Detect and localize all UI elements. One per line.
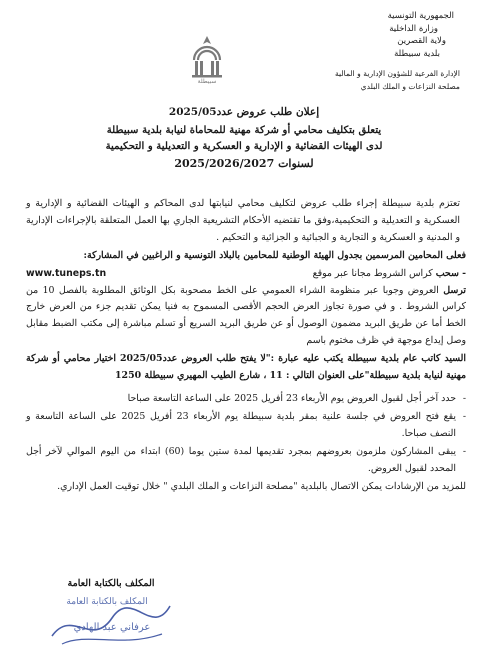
intro-paragraph: تعتزم بلدية سبيطلة إجراء طلب عروض لتكليف محامي لنيابتها لدى المحاكم و الهيئات القضائية و الإدارية و العسكرية و التعديلية و التحكيمية،وفق ما تقتضيه الأحكام التشريعية الجاري بها العمل المتعلقة بالإجراءات الإدارية و المدنية و العسكرية و التجارية و الجبائية و الجزائية و التحكيم . <box>26 198 460 243</box>
validity-bullet: - يبقى المشاركون ملزمون بعروضهم بمجرد تقديمها لمدة ستين يوما (60) ابتداء من اليوم الموالي لآخر أجل المحدد لقبول العروض. <box>26 444 466 478</box>
service-name: مصلحة النزاعات و الملك البلدي <box>360 81 460 91</box>
download-prefix: - سحب <box>435 267 466 279</box>
svg-text:المكلف بالكتابة العامة: المكلف بالكتابة العامة <box>66 597 148 607</box>
submission-paragraph <box>26 283 466 351</box>
download-text: كراس الشروط مجانا عبر موقع <box>312 267 433 279</box>
svg-text:عرفاني عبد الهادي: عرفاني عبد الهادي <box>73 622 151 633</box>
signature-block <box>26 578 196 658</box>
title-years: لسنوات 2025/2026/2027 <box>174 157 314 170</box>
announcement-body <box>26 196 466 496</box>
tuneps-link[interactable]: www.tuneps.tn <box>26 267 107 279</box>
download-line <box>26 266 466 283</box>
submission-text: العروض وجوبا عبر منظومة الشراء العمومي على الخط مصحوبة بكل الوثائق المطلوبة بالفصل 10 من كراس الشروط . و في صورة تجاوز العرض الحجم الأقصى المسموح به فنيا يمكن تقديم جزء من العرض خارج الخط أما عن طريق البريد مضمون الوصول أو عن طريق البريد السريع أو تسلم مباشرة إلى مكتب الضبط مقابل وصل إيداع موجهة في ظرف مختوم باسم <box>26 284 466 347</box>
envelope-paragraph: السيد كاتب عام بلدية سبيطلة يكتب عليه عبارة :"لا يفتح طلب العروض عدد2025/05 اختيار محامي أو شركة مهنية لنيابة بلدية سبيطلة"على العنوان التالي : 11 ، شارع الطيب المهيري سبيطلة 1250 <box>26 353 466 382</box>
municipality-name: بلدية سبيطلة <box>394 48 440 59</box>
deadline-bullet: - حدد آخر أجل لقبول العروض يوم الأربعاء 23 أفريل 2025 على الساعة التاسعة صباحا <box>26 391 466 408</box>
republic-name: الجمهورية التونسية <box>387 11 454 21</box>
governorate-name: ولاية القصرين <box>397 36 446 47</box>
submission-lead: ترسل <box>443 284 466 296</box>
ministry-name: وزارة الداخلية <box>389 23 438 34</box>
title-line-1: يتعلق بتكليف محامي أو شركة مهنية للمحاماة لنيابة بلدية سبيطلة <box>106 124 382 136</box>
svg-text:سبيطلة: سبيطلة <box>197 78 217 84</box>
contact-paragraph: للمزيد من الإرشادات يمكن الاتصال بالبلدية "مصلحة النزاعات و الملك البلدي " خلال توقيت العمل الإداري. <box>57 480 466 492</box>
sub-department-name: الإدارة الفرعية للشؤون الإدارية و المالية <box>334 69 460 79</box>
opening-bullet: - يقع فتح العروض في جلسة علنية بمقر بلدية سبيطلة يوم الأربعاء 23 أفريل 2025 على الساعة التاسعة و النصف صباحا. <box>26 409 466 443</box>
signatory-title: المكلف بالكتابة العامة <box>67 578 155 589</box>
announcement-title-block <box>40 106 448 170</box>
municipality-logo-icon <box>186 30 228 84</box>
handwritten-signature-stamp-icon <box>32 588 182 652</box>
eligibility-paragraph: فعلى المحامين المرسمين بجدول الهيئة الوطنية للمحامين بالبلاد التونسية و الراغبين في المشاركة: <box>83 249 466 261</box>
title-line-2: لدى الهيئات القضائية و الإدارية و العسكرية و التعديلية و التحكيمية <box>105 140 383 152</box>
announcement-number: إعلان طلب عروض عدد2025/05 <box>168 106 320 118</box>
letterhead <box>220 10 460 94</box>
